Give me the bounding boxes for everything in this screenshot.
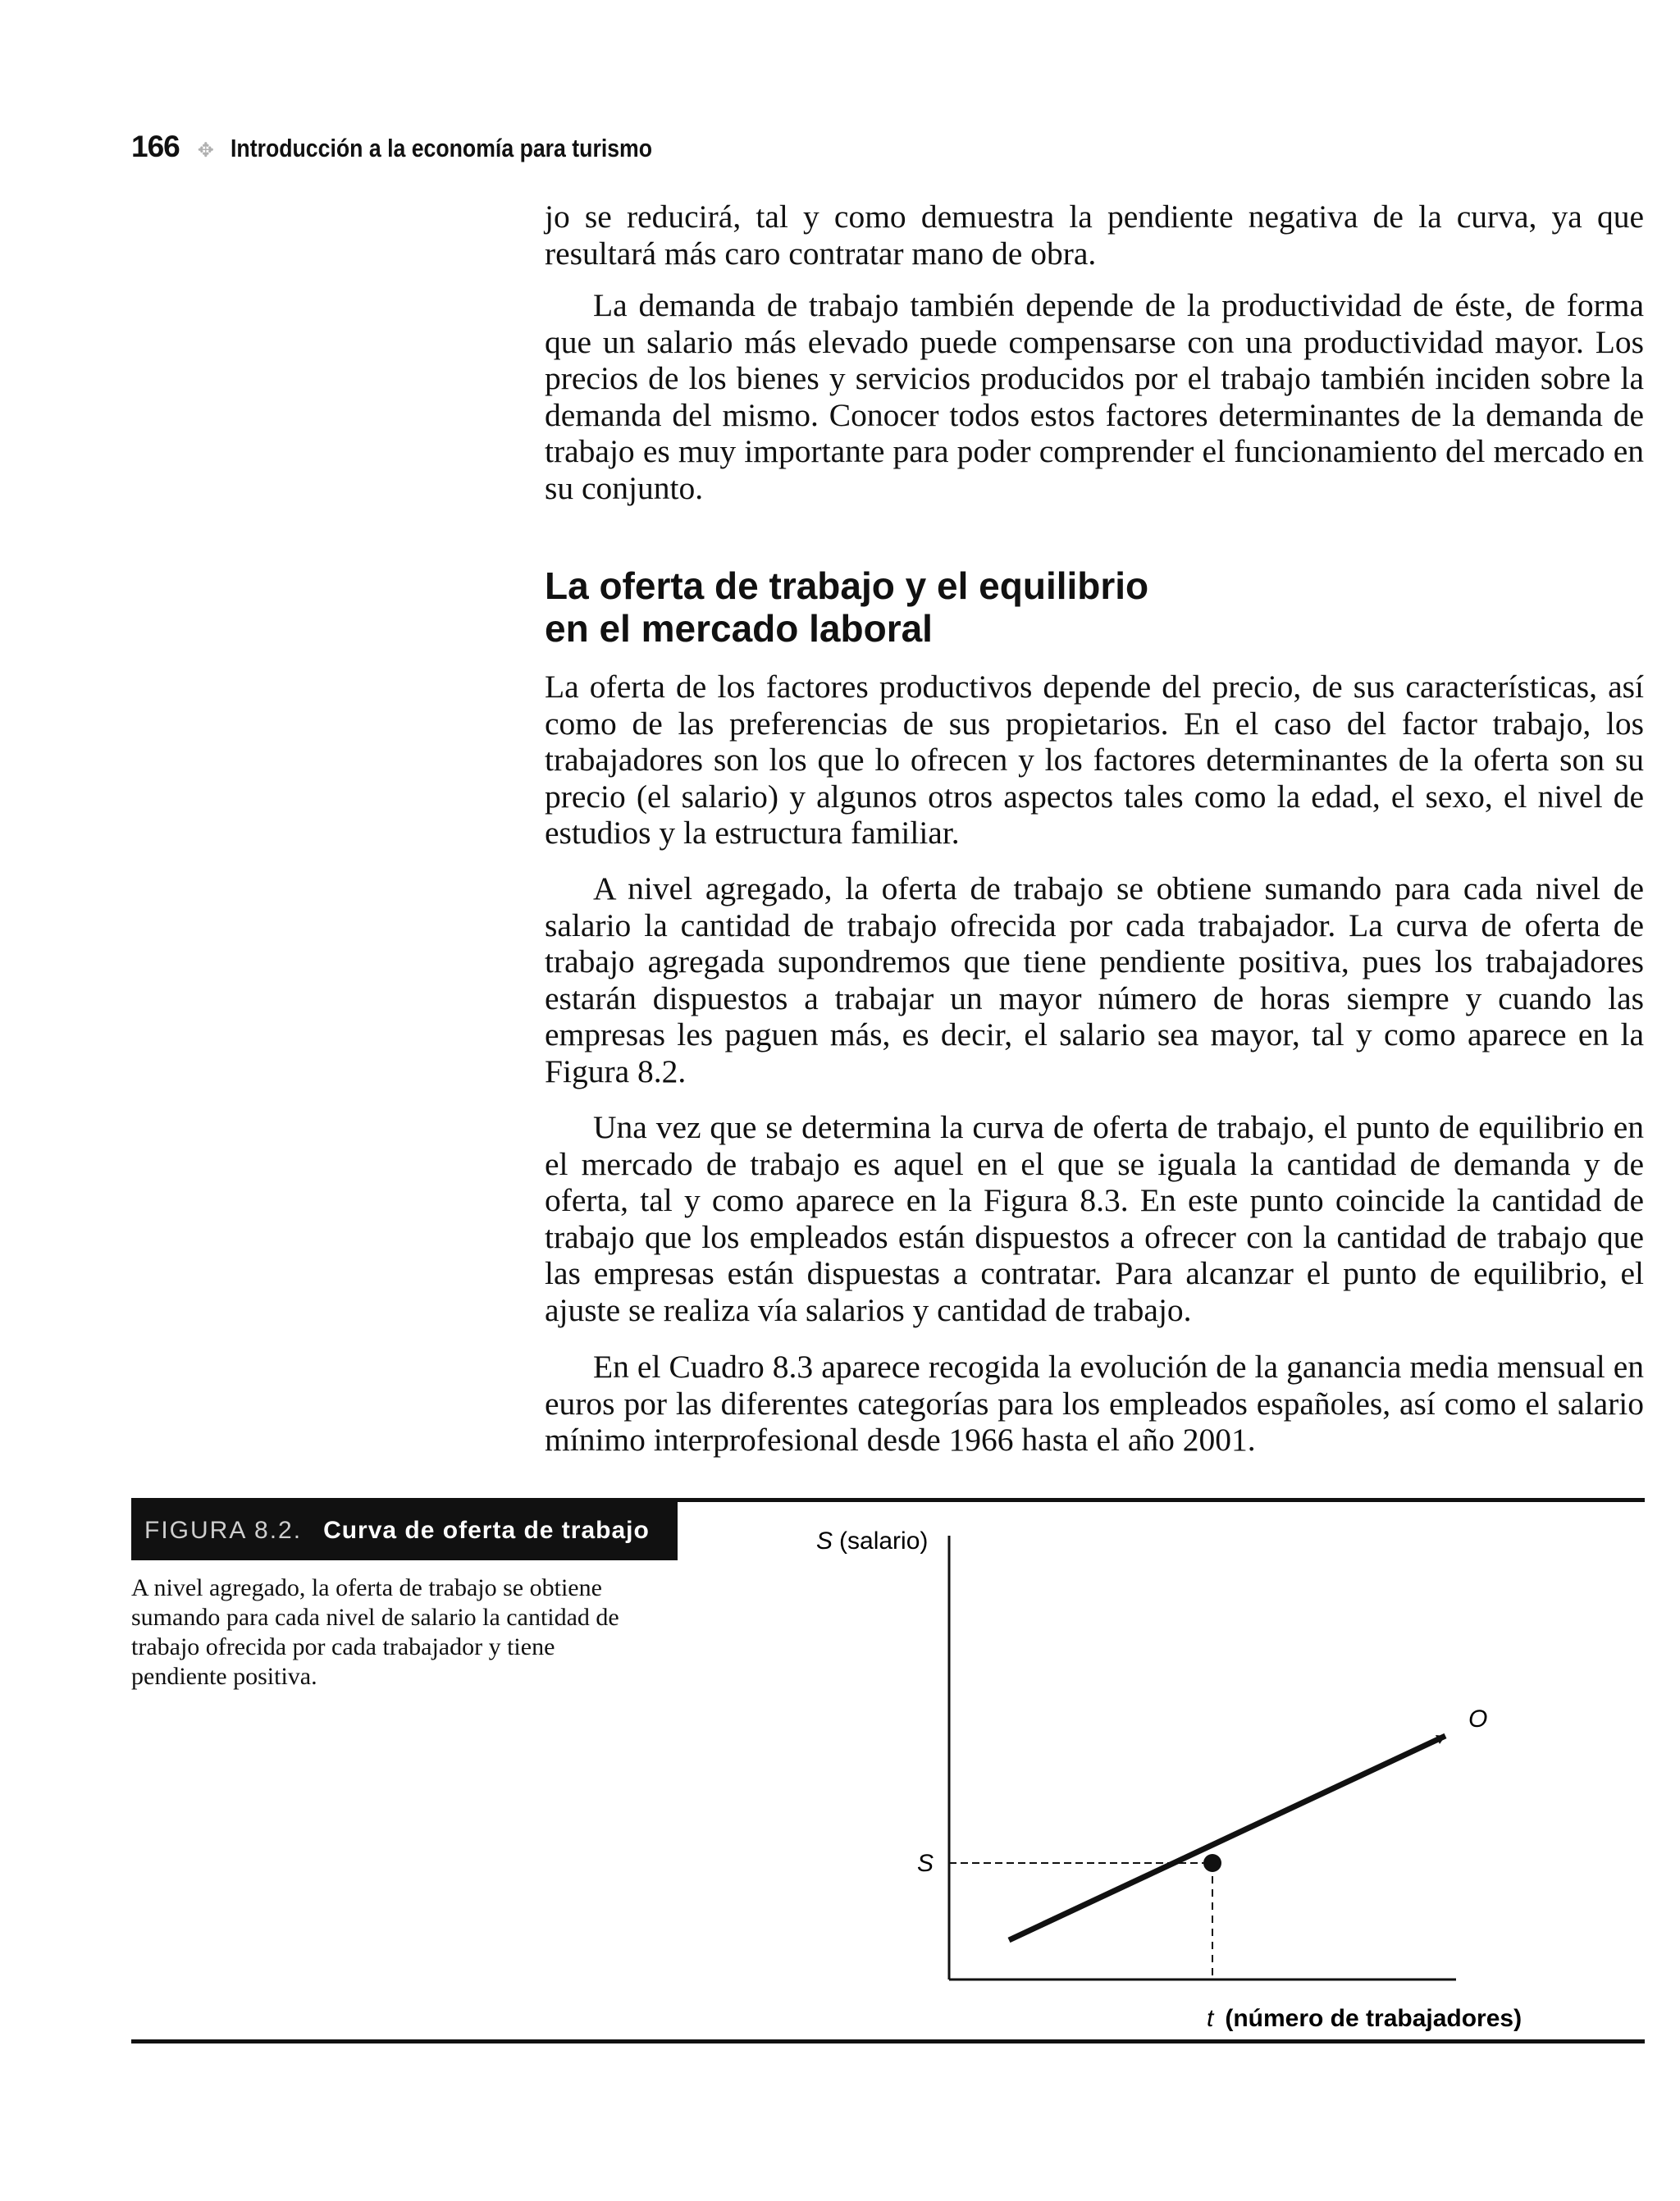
figure-label: [131, 1501, 678, 1560]
equilibrium-point: [1203, 1854, 1221, 1872]
paragraph-equilibrium: Una vez que se determina la curva de oferta de trabajo, el punto de equilibrio en el mercado de trabajo es aquel en el que se iguala la cantidad de demanda y de oferta, tal y como aparece en la Figura 8.3. En este punto coincide la cantidad de trabajo que los empleados están dispuestos a ofrecer con la cantidad de trabajo que las empresas están dispuestas a contratar. Para alcanzar el punto de equilibrio, el ajuste se realiza vía salarios y cantidad de trabajo.: [545, 1109, 1644, 1328]
page-header: [131, 130, 721, 164]
paragraph-supply-factors: La oferta de los factores productivos depende del precio, de sus características, así como de las preferencias de sus propietarios. En el caso del factor trabajo, los trabajadores son los que lo ofrecen y los factores determinantes de la oferta son su precio (el salario) y algunos otros aspectos tales como la edad, el sexo, el nivel de estudios y la estructura familiar.: [545, 669, 1644, 851]
paragraph-continued: jo se reducirá, tal y como demuestra la pendiente negativa de la curva, ya que resultará más caro contratar mano de obra.: [545, 199, 1644, 272]
x-axis-label: t (número de trabajadores): [1207, 2005, 1522, 2032]
figure-bottom-rule: [131, 2039, 1645, 2043]
supply-curve-label: O: [1468, 1706, 1488, 1733]
wage-level-label: S: [917, 1850, 934, 1877]
running-title: Introducción a la economía para turismo: [230, 134, 652, 162]
header-separator-icon: ✥: [197, 139, 214, 162]
supply-curve: [1009, 1736, 1445, 1940]
figure-caption: A nivel agregado, la oferta de trabajo se obtiene sumando para cada nivel de salario la cantidad de trabajo ofrecida por cada trabajador y tiene pendiente positiva.: [131, 1574, 619, 1690]
figure-title: Curva de oferta de trabajo: [323, 1517, 650, 1544]
figure-number: FIGURA 8.2.: [144, 1517, 303, 1544]
y-axis-label: S (salario): [816, 1527, 929, 1555]
page-number: 166: [131, 130, 180, 163]
paragraph-labor-demand: La demanda de trabajo también depende de la productividad de éste, de forma que un salario más elevado puede compensarse con una productividad mayor. Los precios de los bienes y servicios producidos por el trabajo también inciden sobre la demanda del mismo. Conocer todos estos factores determinantes de la demanda de trabajo es muy importante para poder comprender el funcionamiento del mercado en su conjunto.: [545, 287, 1644, 506]
labor-supply-diagram: [779, 1514, 1600, 2162]
paragraph-aggregate-supply: A nivel agregado, la oferta de trabajo se obtiene sumando para cada nivel de salario la cantidad de trabajo ofrecida por cada trabajador. La curva de oferta de trabajo agregada supondremos que tiene pendiente positiva, pues los trabajadores estarán dispuestos a trabajar un mayor número de horas siempre y cuando las empresas les paguen más, es decir, el salario sea mayor, tal y como aparece en la Figura 8.2.: [545, 870, 1644, 1089]
paragraph-cuadro-reference: En el Cuadro 8.3 aparece recogida la evolución de la ganancia media mensual en euros por las diferentes categorías para los empleados españoles, así como el salario mínimo interprofesional desde 1966 hasta el año 2001.: [545, 1349, 1644, 1458]
section-heading: La oferta de trabajo y el equilibrio en el mercado laboral: [545, 564, 1149, 650]
